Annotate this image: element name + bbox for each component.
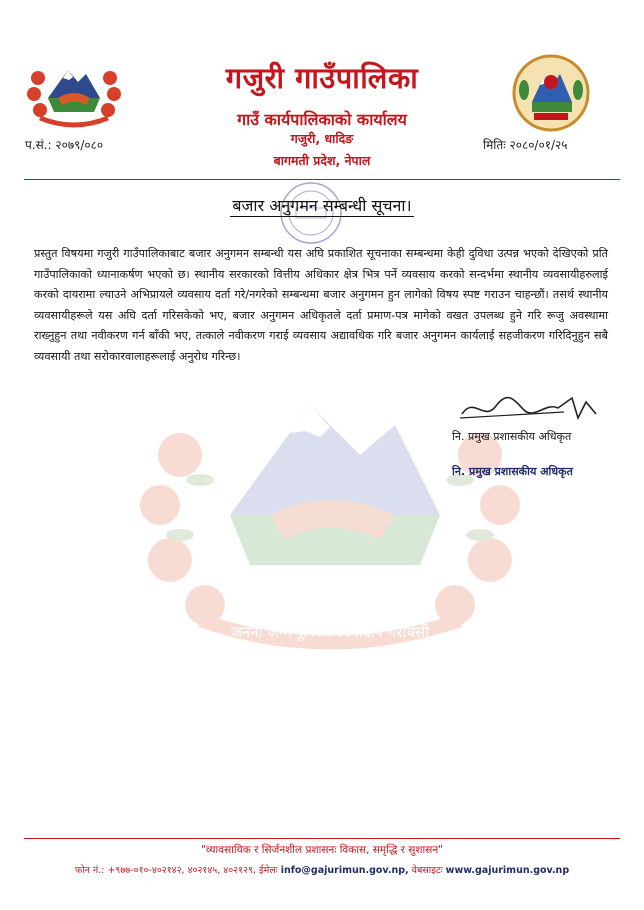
footer-contact [0, 863, 644, 876]
notice-title [0, 194, 644, 216]
footer-motto: "व्यावसायिक र सिर्जनशील प्रशासनः विकास, समृद्धि र सुशासन" [201, 844, 443, 856]
email-label: ईमेलः [258, 865, 278, 876]
signatory-role: नि. प्रमुख प्रशासकीय अधिकृत [452, 430, 572, 443]
municipality-title: गजुरी गाउँपालिका [225, 61, 419, 95]
letter-date: मितिः २०८०/०१/२५ [483, 138, 568, 152]
reference-number: प.सं.: २०७९/०८० [25, 138, 104, 152]
phone-label: फोन नं.: [74, 865, 105, 876]
website-link[interactable]: www.gajurimun.gov.np [445, 865, 570, 876]
notice-title-text: बजार अनुगमन सम्बन्धी सूचना। [232, 196, 412, 215]
office-province: बागमती प्रदेश, नेपाल [273, 153, 371, 168]
signature-mark [454, 392, 604, 426]
footer-divider [24, 838, 620, 839]
phone-numbers: +९७७-०१०-४०२१४२, ४०२१४५, ४०२१२९, [107, 865, 256, 876]
email-link[interactable]: info@gajurimun.gov.np, [280, 865, 409, 876]
signatory-role-stamp: नि. प्रमुख प्रशासकीय अधिकृत [452, 465, 573, 478]
watermark-motto: जननी जन्मभूमिश्च स्वर्गादपि गरीयसी [230, 623, 430, 641]
notice-body: प्रस्तुत विषयमा गजुरी गाउँपालिकाबाट बजार अनुगमन सम्बन्धी यस अघि प्रकाशित सूचनाका सम्बन्धमा केही दुविधा उत्पन्न भएको देखिएको प्रति गाउँपालिकाको ध्यानाकर्षण भएको छ। स्थानीय सरकारको वित्तीय अधिकार क्षेत्र भित्र पर्ने व्यवसाय करको सन्दर्भमा स्थानीय व्यवसायीहरुलाई करको दायरामा ल्याउने अभिप्रायले व्यवसाय दर्ता गरे/नगरेको सम्बन्धमा बजार अनुगमन हुन लागेको विषय स्पष्ट गराउन चाहन्छौं। तसर्थ स्थानीय व्यवसायीहरूले यस अघि दर्ता गरिसकेको भए, बजार अनुगमन अधिकृतले दर्ता प्रमाण-पत्र मागेको वखत उपलब्ध हुने गरि रूजु अवस्थामा राख्नुहुन तथा नवीकरण गर्न बाँकी भए, तत्काले नवीकरण गराई व्यवसाय अद्यावधिक गरि बजार अनुगमन कार्यलाई सहजीकरण गरिदिनुहुन सबै व्यवसायी तथा सरोकारवालाहरूलाई अनुरोध गरिन्छ। [34, 247, 608, 363]
website-label: वेबसाइटः [411, 865, 443, 876]
office-subtitle: गाउँ कार्यपालिकाको कार्यालय [237, 110, 407, 129]
office-location: गजुरी, धादिङ [290, 131, 354, 146]
